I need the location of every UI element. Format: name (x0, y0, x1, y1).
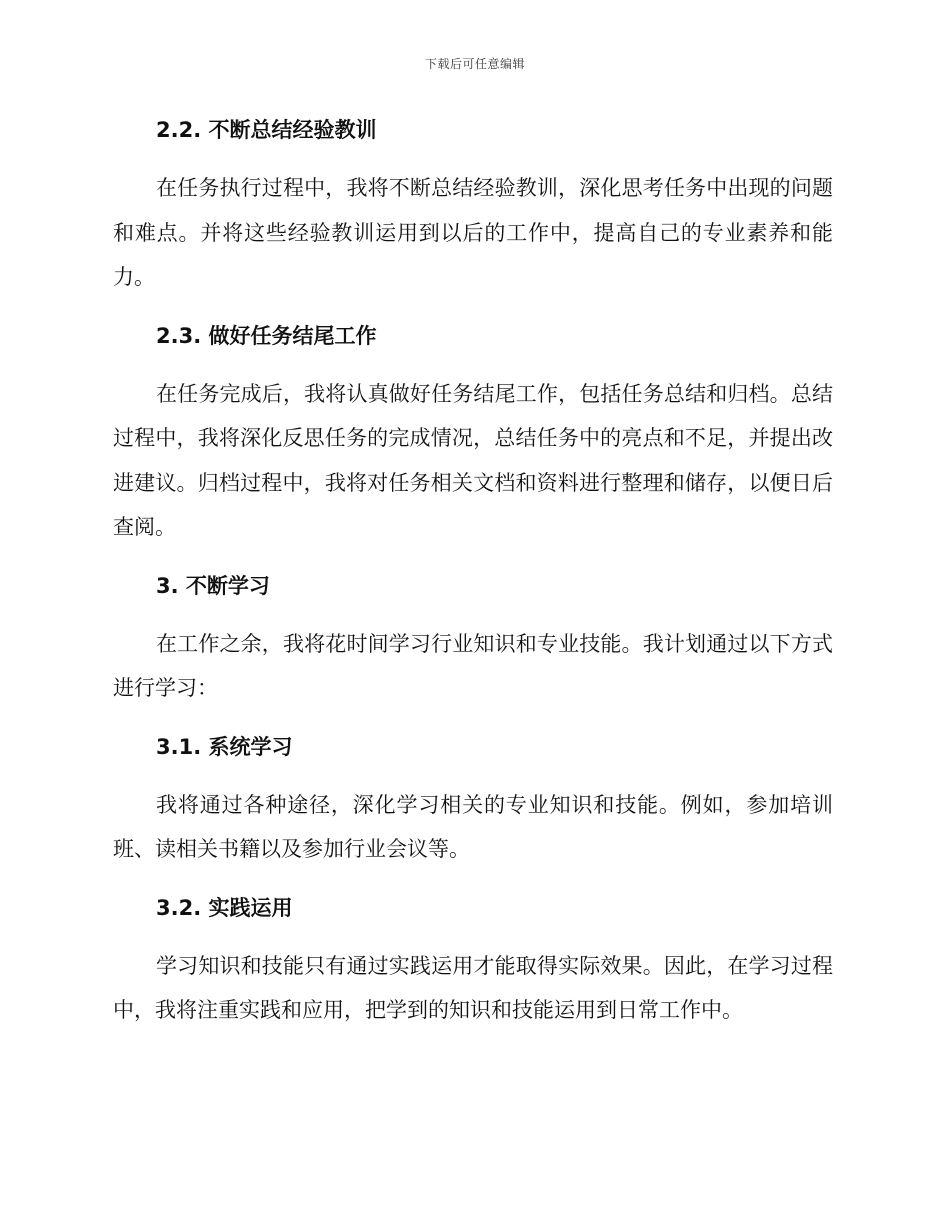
section-heading: 3. 不断学习 (156, 573, 270, 598)
section-3-2 (113, 886, 833, 1033)
section-heading: 3.1. 系统学习 (156, 734, 293, 759)
section-heading: 2.2. 不断总结经验教训 (156, 118, 377, 142)
section-paragraph: 在工作之余，我将花时间学习行业知识和专业技能。我计划通过以下方式进行学习： (113, 631, 833, 700)
section-paragraph: 学习知识和技能只有通过实践运用才能取得实际效果。因此，在学习过程中，我将注重实践和应用，把学到的知识和技能运用到日常工作中。 (113, 953, 833, 1022)
section-paragraph: 我将通过各种途径，深化学习相关的专业知识和技能。例如，参加培训班、读相关书籍以及参加行业会议等。 (113, 792, 833, 861)
section-heading: 2.3. 做好任务结尾工作 (156, 323, 377, 348)
section-2-2 (113, 108, 833, 314)
section-heading: 3.2. 实践运用 (156, 895, 293, 920)
section-paragraph: 在任务完成后，我将认真做好任务结尾工作，包括任务总结和归档。总结过程中，我将深化反思任务的完成情况，总结任务中的亮点和不足，并提出改进建议。归档过程中，我将对任务相关文档和资料进行整理和储存，以便日后查阅。 (113, 381, 833, 539)
section-3-1 (113, 725, 833, 886)
section-paragraph: 在任务执行过程中，我将不断总结经验教训，深化思考任务中出现的问题和难点。并将这些经验教训运用到以后的工作中，提高自己的专业素养和能力。 (113, 176, 833, 289)
section-2-3 (113, 314, 833, 564)
header-note: 下载后可任意编辑 (424, 57, 525, 71)
section-3 (113, 564, 833, 725)
document-body (113, 108, 833, 1033)
